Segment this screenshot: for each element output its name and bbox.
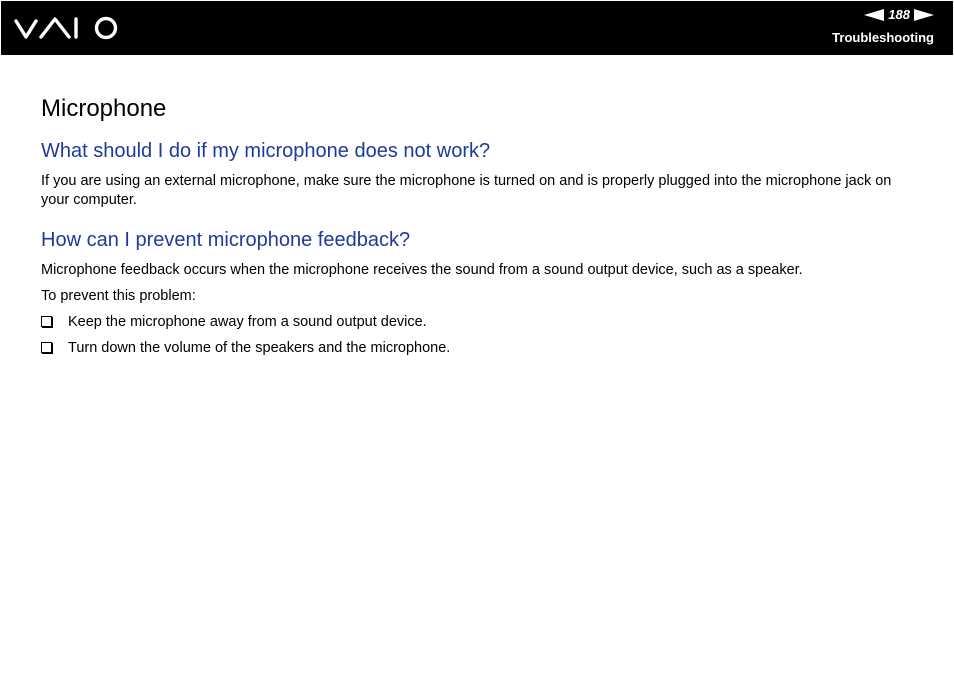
checkbox-bullet-icon xyxy=(41,316,52,327)
page-navigation xyxy=(864,7,934,23)
page-header xyxy=(1,1,953,55)
question-heading: How can I prevent microphone feedback? xyxy=(41,229,411,251)
answer-paragraph: If you are using an external microphone, make sure the microphone is turned on and is properly plugged into the microphone jack on your computer. xyxy=(41,173,892,208)
section-name: Troubleshooting xyxy=(832,30,934,45)
vaio-logo xyxy=(14,15,120,41)
question-heading: What should I do if my microphone does not work? xyxy=(41,140,491,162)
page-content xyxy=(41,94,921,365)
list-item-text: Keep the microphone away from a sound output device. xyxy=(68,314,427,330)
page-number: 188 xyxy=(888,7,910,22)
page-title: Microphone xyxy=(41,95,167,122)
prevention-list xyxy=(41,313,921,358)
answer-paragraph: Microphone feedback occurs when the microphone receives the sound from a sound output device, such as a speaker. xyxy=(41,262,803,278)
list-item xyxy=(41,313,921,332)
checkbox-bullet-icon xyxy=(41,342,52,353)
previous-page-arrow-icon[interactable] xyxy=(864,9,884,21)
answer-paragraph: To prevent this problem: xyxy=(41,288,196,304)
list-item-text: Turn down the volume of the speakers and the microphone. xyxy=(68,340,451,356)
next-page-arrow-icon[interactable] xyxy=(914,9,934,21)
list-item xyxy=(41,339,921,358)
